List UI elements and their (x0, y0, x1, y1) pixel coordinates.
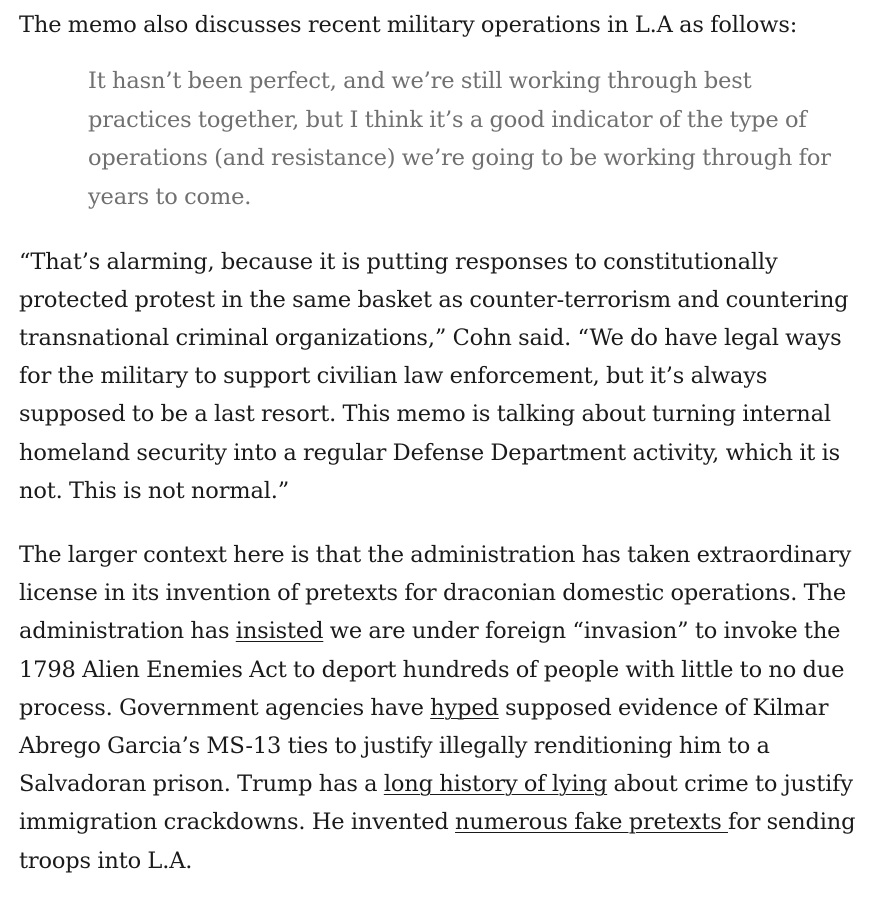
hyped-link[interactable]: hyped (430, 694, 499, 721)
context-text-3: supposed evidence of Kilmar Abrego Garcia’s MS-13 ties to justify illegally renditioning him to a Salvadoran prison. Trump has a (19, 694, 829, 798)
context-text-4: about crime to justify immigration crackdowns. He invented (19, 771, 853, 836)
long-history-of-lying-link[interactable]: long history of lying (383, 771, 608, 798)
article-body (19, 6, 865, 880)
context-text-2: we are under foreign “invasion” to invoke the 1798 Alien Enemies Act to deport hundreds of people with little to no due process. Government agencies have (19, 618, 845, 721)
insisted-link[interactable]: insisted (235, 618, 324, 645)
memo-blockquote: It hasn’t been perfect, and we’re still working through best practices together, but I think it’s a good indicator of the type of operations (and resistance) we’re going to be working through for years to come. (88, 68, 831, 210)
context-text-5: for sending troops into L.A. (19, 809, 856, 874)
lead-paragraph: The memo also discusses recent military operations in L.A as follows: (19, 12, 798, 38)
cohn-quote-paragraph: “That’s alarming, because it is putting responses to constitutionally protected protest in the same basket as counter-terrorism and countering transnational criminal organizations,” Cohn said. “We do have legal ways for the military to support civilian law enforcement, but it’s always supposed to be a last resort. This memo is talking about turning internal homeland security into a regular Defense Department activity, which it is not. This is not normal.” (19, 248, 849, 504)
numerous-fake-pretexts-link[interactable]: numerous fake pretexts (455, 809, 729, 836)
context-paragraph (19, 536, 865, 880)
context-text-1: The larger context here is that the administration has taken extraordinary license in its invention of pretexts for draconian domestic operations. The administration has (19, 542, 852, 645)
